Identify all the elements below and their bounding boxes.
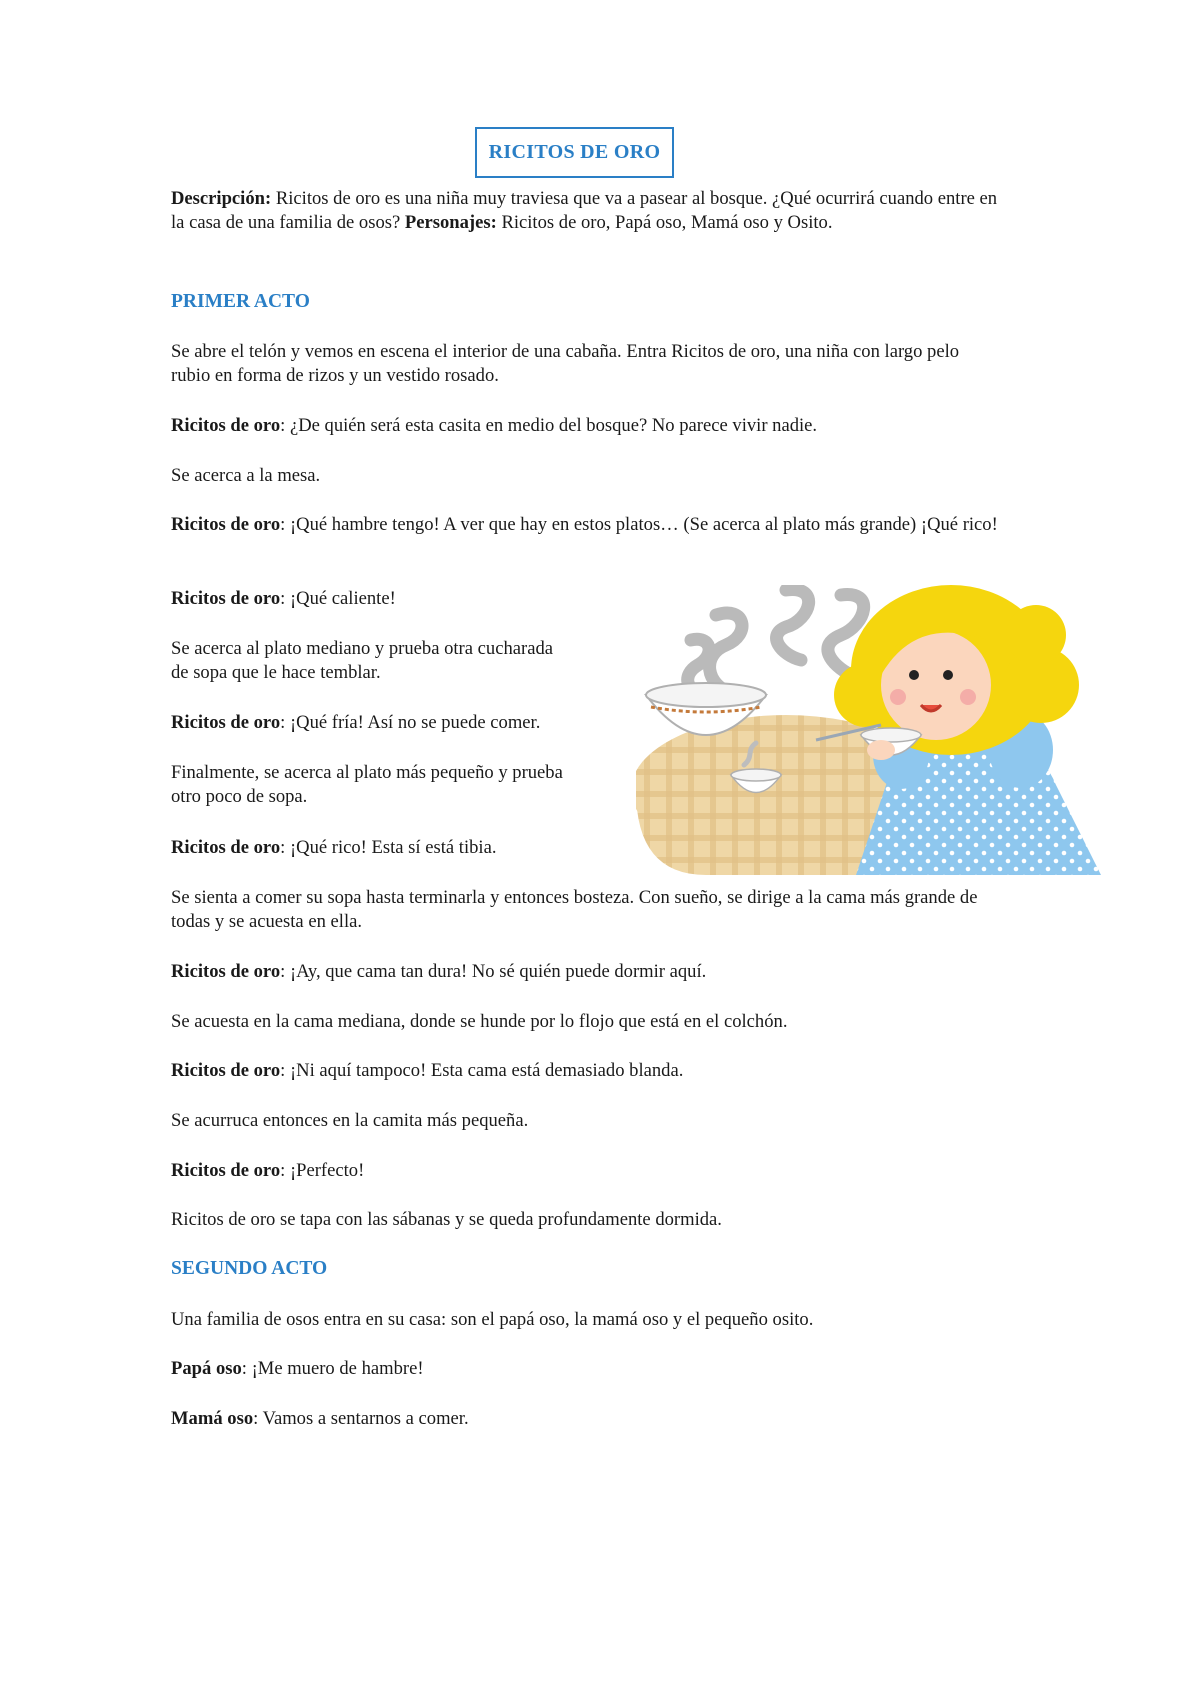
stage-direction: Se acerca al plato mediano y prueba otra cucharada de sopa que le hace temblar.: [171, 638, 553, 683]
steam-icon: [688, 590, 864, 695]
dialogue-line: [171, 1059, 1001, 1083]
line-text: : ¡Qué hambre tengo! A ver que hay en estos platos… (Se acerca al plato más grande) ¡Qué rico!: [280, 514, 998, 535]
dialogue-line: [171, 1159, 1001, 1183]
title-box: [475, 127, 674, 178]
line-text: : ¡Perfecto!: [280, 1160, 365, 1181]
speaker: Ricitos de oro: [171, 837, 281, 858]
line-text: : Vamos a sentarnos a comer.: [253, 1408, 469, 1429]
stage-direction: Se acerca a la mesa.: [171, 465, 321, 486]
dialogue-line: [171, 1357, 1001, 1381]
stage-direction: Ricitos de oro se tapa con las sábanas y se queda profundamente dormida.: [171, 1209, 722, 1230]
stage-direction: Se acurruca entonces en la camita más pequeña.: [171, 1110, 529, 1131]
stage-direction: Finalmente, se acerca al plato más pequeño y prueba otro poco de sopa.: [171, 762, 563, 807]
dialogue-line: [171, 960, 1001, 984]
act2-heading: SEGUNDO ACTO: [171, 1258, 328, 1279]
stage-direction: Se sienta a comer su sopa hasta terminarla y entonces bosteza. Con sueño, se dirige a la cama más grande de todas y se acuesta en ella.: [171, 887, 978, 932]
line-text: : ¡Qué caliente!: [280, 588, 396, 609]
description-text: Ricitos de oro es una niña muy traviesa que va a pasear al bosque. ¿Qué ocurrirá cuando entre en la casa de una familia de osos?: [171, 188, 998, 233]
description-label: Descripción:: [171, 188, 272, 209]
speaker: Ricitos de oro: [171, 415, 281, 436]
line-text: : ¡Qué fría! Así no se puede comer.: [280, 712, 541, 733]
act1-heading: PRIMER ACTO: [171, 291, 310, 312]
line-text: : ¡Ni aquí tampoco! Esta cama está demasiado blanda.: [280, 1060, 684, 1081]
characters-text: Ricitos de oro, Papá oso, Mamá oso y Osito.: [496, 212, 833, 233]
speaker: Ricitos de oro: [171, 961, 281, 982]
speaker: Ricitos de oro: [171, 588, 281, 609]
speaker: Ricitos de oro: [171, 1060, 281, 1081]
line-text: : ¡Me muero de hambre!: [241, 1358, 424, 1379]
speaker: Ricitos de oro: [171, 514, 281, 535]
speaker: Ricitos de oro: [171, 712, 281, 733]
stage-direction: Una familia de osos entra en su casa: son el papá oso, la mamá oso y el pequeño osito.: [171, 1309, 814, 1330]
dialogue-line: [171, 1407, 1001, 1431]
stage-direction: Se acuesta en la cama mediana, donde se hunde por lo flojo que está en el colchón.: [171, 1011, 788, 1032]
speaker: Papá oso: [171, 1358, 242, 1379]
dialogue-line: [171, 513, 1001, 537]
line-text: : ¡Ay, que cama tan dura! No sé quién puede dormir aquí.: [280, 961, 707, 982]
description-paragraph: [171, 187, 1001, 235]
characters-label: Personajes:: [404, 212, 497, 233]
speaker: Mamá oso: [171, 1408, 254, 1429]
stage-direction: Se abre el telón y vemos en escena el interior de una cabaña. Entra Ricitos de oro, una niña con largo pelo rubio en forma de rizos y un vestido rosado.: [171, 341, 960, 386]
line-text: : ¡Qué rico! Esta sí está tibia.: [280, 837, 497, 858]
line-text: : ¿De quién será esta casita en medio del bosque? No parece vivir nadie.: [280, 415, 818, 436]
dialogue-line: [171, 414, 1001, 438]
document-title: RICITOS DE ORO: [488, 141, 661, 163]
speaker: Ricitos de oro: [171, 1160, 281, 1181]
goldilocks-illustration: [636, 585, 1101, 875]
